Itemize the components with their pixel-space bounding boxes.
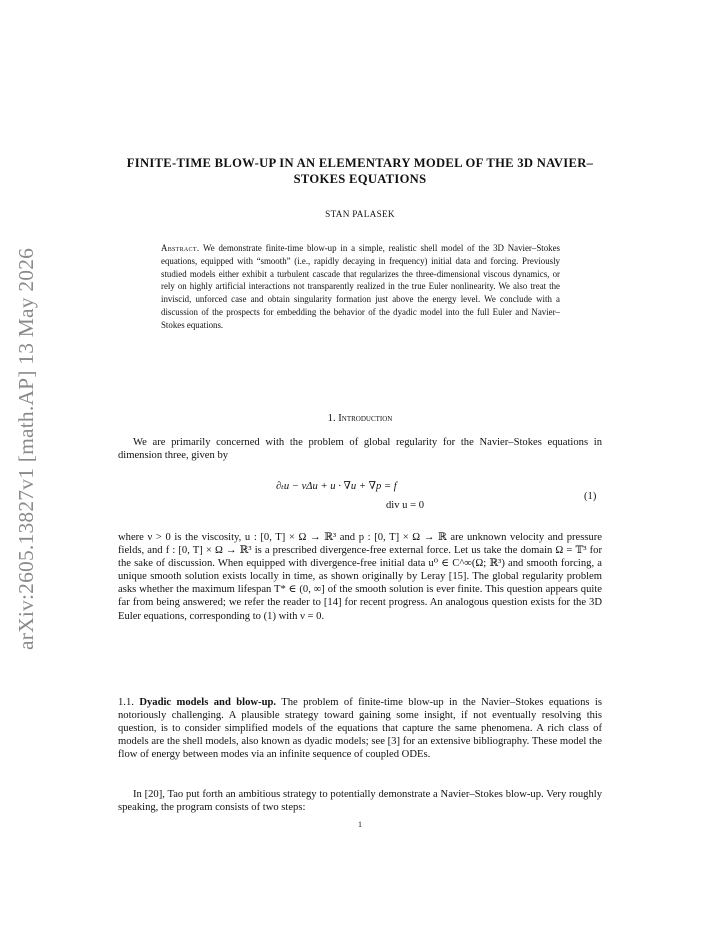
- section-title: Introduction: [338, 413, 393, 424]
- paper-title: FINITE-TIME BLOW-UP IN AN ELEMENTARY MODEL OF THE 3D NAVIER–STOKES EQUATIONS: [126, 156, 594, 186]
- subsection-paragraph: [118, 696, 602, 761]
- arxiv-identifier[interactable]: arXiv:2605.13827v1 [math.AP] 13 May 2026: [14, 247, 38, 650]
- section-number: 1.: [327, 413, 336, 424]
- page-number: 1: [358, 820, 362, 829]
- body-paragraph: where ν > 0 is the viscosity, u : [0, T] × Ω → ℝ³ and p : [0, T] × Ω → ℝ are unknown velocity and pressure fields, and f : [0, T] × Ω → ℝ³ is a prescribed divergence-free external force. Let us take the domain Ω = 𝕋³ for the sake of discussion. When equipped with divergence-free initial data u⁰ ∈ C^∞(Ω; ℝ³) and smooth forcing, a unique smooth solution exists locally in time, as shown originally by Leray [15]. The global regularity problem asks whether the maximum lifespan T* ∈ (0, ∞] of the smooth solution is ever finite. This question appears quite far from being answered; we refer the reader to [14] for recent progress. An analogous question exists for the 3D Euler equations, corresponding to (1) with ν = 0.: [118, 532, 602, 622]
- body-paragraph-2: In [20], Tao put forth an ambitious strategy to potentially demonstrate a Navier–Stokes blow-up. Very roughly speaking, the program consists of two steps:: [118, 789, 602, 814]
- author-name: STAN PALASEK: [325, 209, 395, 219]
- abstract-text: We demonstrate finite-time blow-up in a simple, realistic shell model of the 3D Navier–Stokes equations, equipped with “smooth” (i.e., rapidly decaying in frequency) initial data and forcing. Previously studied models either exhibit a turbulent cascade that regularizes the three-dimensional viscous dynamics, or rely on highly artificial interactions not transparently realized in the true Euler nonlinearity. We also treat the inviscid, unforced case and obtain singularity formation just above the energy level. We conclude with a discussion of the prospects for embedding the behavior of the dyadic model into the full Euler and Navier–Stokes equations.: [161, 243, 560, 330]
- subsection-title: Dyadic models and blow-up.: [139, 697, 277, 708]
- equation-line-2: div u = 0: [386, 500, 425, 511]
- equation-line-1: ∂ₜu − νΔu + u · ∇u + ∇p = f: [276, 481, 397, 492]
- subsection-number: 1.1.: [118, 697, 134, 708]
- abstract-label: Abstract.: [161, 243, 200, 253]
- abstract: [161, 242, 560, 332]
- section-heading: [118, 413, 602, 424]
- intro-paragraph: We are primarily concerned with the problem of global regularity for the Navier–Stokes equations in dimension three, given by: [118, 437, 602, 462]
- subsection-text: The problem of finite-time blow-up in the Navier–Stokes equations is notoriously challenging. A plausible strategy toward gaining some insight, if not eventually resolving this question, is to consider simplified models of the equations that capture the same phenomena. A rich class of models are the shell models, also known as dyadic models; see [3] for an extensive bibliography. These model the flow of energy between modes via an infinite sequence of coupled ODEs.: [118, 697, 602, 761]
- equation-number: (1): [584, 491, 597, 502]
